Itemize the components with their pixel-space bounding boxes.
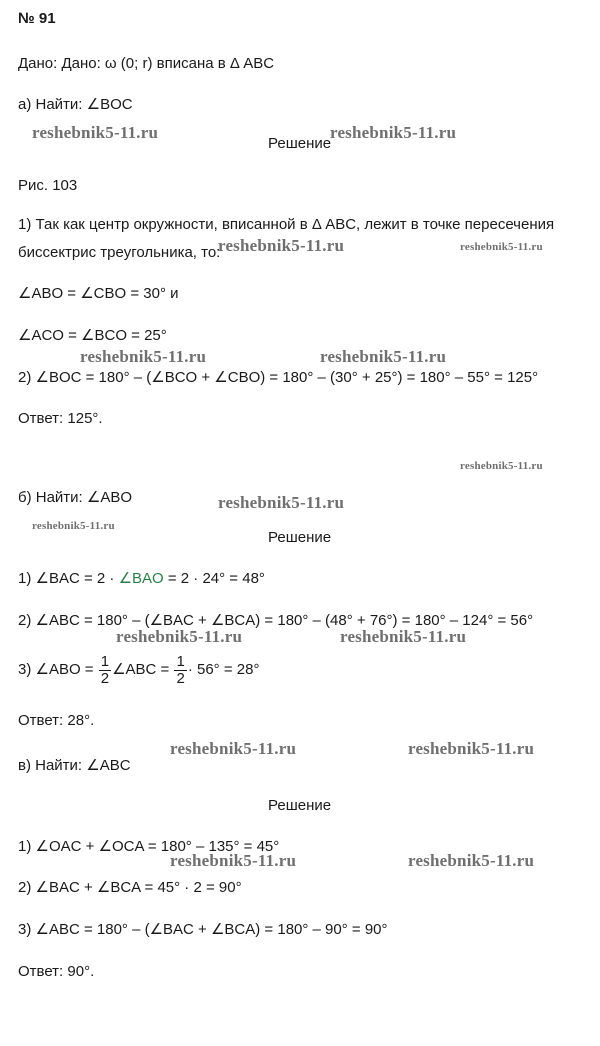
part-a-step1-line1: 1) Так как центр окружности, вписанной в Δ ABC, лежит в точке пересечения	[18, 216, 555, 233]
watermark: reshebnik5-11.ru	[218, 493, 345, 512]
part-b-answer: Ответ: 28°.	[18, 712, 95, 729]
watermark: reshebnik5-11.ru	[80, 347, 207, 366]
part-c-step2: 2) ∠BAC + ∠BCA = 45° · 2 = 90°	[18, 879, 242, 896]
part-b-step1-post: = 2 · 24° = 48°	[163, 570, 265, 587]
part-c-answer: Ответ: 90°.	[18, 963, 95, 980]
part-c-step1: 1) ∠OAC + ∠OCA = 180° – 135° = 45°	[18, 838, 280, 855]
fraction-one-half: $\frac{1}{2}$	[176, 652, 185, 687]
watermark: reshebnik5-11.ru	[320, 347, 447, 366]
part-b-step3-post: · 56° = 28°	[187, 661, 260, 678]
part-a-step1-line2: биссектрис треугольника, то:	[18, 244, 221, 261]
watermark: reshebnik5-11.ru	[32, 520, 115, 532]
part-b-step2: 2) ∠ABC = 180° – (∠BAC + ∠BCA) = 180° – (48° + 76°) = 180° – 124° = 56°	[18, 612, 534, 629]
watermark: reshebnik5-11.ru	[408, 851, 535, 870]
watermark: reshebnik5-11.ru	[170, 739, 297, 758]
part-a-answer: Ответ: 125°.	[18, 410, 103, 427]
watermark: reshebnik5-11.ru	[170, 851, 297, 870]
part-b-solution-label: Решение	[268, 529, 332, 546]
watermark: reshebnik5-11.ru	[340, 627, 467, 646]
part-b-step1-pre: 1) ∠BAC = 2 ·	[18, 570, 119, 587]
part-b-step3	[18, 652, 259, 688]
fraction-one-half: $\frac{1}{2}$	[100, 652, 110, 687]
watermark: reshebnik5-11.ru	[460, 241, 543, 253]
watermark: reshebnik5-11.ru	[460, 460, 543, 472]
angle-bao-highlight: ∠BAO	[118, 570, 164, 587]
part-a-solution-label: Решение	[268, 135, 332, 152]
part-c-find: в) Найти: ∠ABC	[18, 757, 131, 774]
part-a-step2: 2) ∠BOC = 180° – (∠BCO + ∠CBO) = 180° – (30° + 25°) = 180° – 55° = 125°	[18, 369, 539, 386]
part-b-step3-pre: 3) ∠ABO =	[18, 661, 98, 678]
part-b-find: б) Найти: ∠ABO	[18, 489, 133, 506]
given-statement: Дано: Дано: ω (0; r) вписана в Δ ABC	[18, 55, 275, 72]
figure-reference: Рис. 103	[18, 177, 78, 194]
part-a-eq2: ∠ACO = ∠BCO = 25°	[18, 327, 167, 344]
watermark: reshebnik5-11.ru	[116, 627, 243, 646]
part-b-step3-mid: ∠ABC =	[112, 661, 174, 678]
watermark: reshebnik5-11.ru	[218, 236, 345, 255]
watermark: reshebnik5-11.ru	[32, 123, 159, 142]
part-c-step3: 3) ∠ABC = 180° – (∠BAC + ∠BCA) = 180° – 90° = 90°	[18, 921, 388, 938]
watermark: reshebnik5-11.ru	[330, 123, 457, 142]
part-c-solution-label: Решение	[268, 797, 332, 814]
part-a-eq1: ∠ABO = ∠CBO = 30° и	[18, 285, 179, 302]
watermark: reshebnik5-11.ru	[408, 739, 535, 758]
part-a-find: а) Найти: ∠BOC	[18, 96, 133, 113]
problem-number: № 91	[18, 10, 56, 27]
part-b-step1	[18, 570, 265, 588]
